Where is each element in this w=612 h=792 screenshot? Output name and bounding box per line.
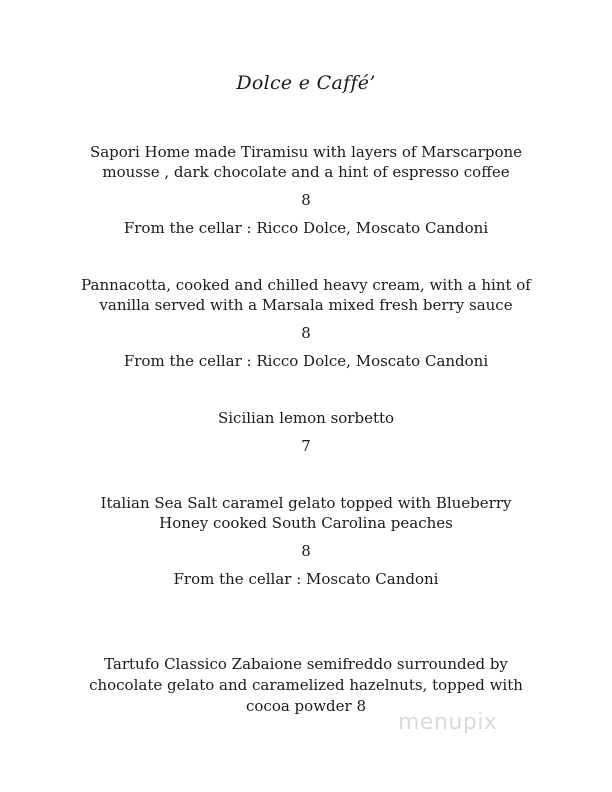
item-wine-pairing: From the cellar : Ricco Dolce, Moscato Candoni bbox=[123, 219, 489, 237]
item-description-line: Tartufo Classico Zabaione semifreddo surrounded by bbox=[104, 655, 508, 673]
item-description-line: vanilla served with a Marsala mixed fresh berry sauce bbox=[99, 296, 513, 314]
item-description-line: mousse , dark chocolate and a hint of espresso coffee bbox=[102, 163, 510, 181]
item-description-line: Honey cooked South Carolina peaches bbox=[159, 514, 453, 532]
item-description-line: Italian Sea Salt caramel gelato topped with Blueberry bbox=[100, 494, 512, 512]
item-wine-pairing: From the cellar : Ricco Dolce, Moscato Candoni bbox=[123, 352, 489, 370]
item-price: 8 bbox=[301, 542, 311, 560]
item-description-line: Sapori Home made Tiramisu with layers of Marscarpone bbox=[89, 143, 523, 161]
item-wine-pairing: From the cellar : Moscato Candoni bbox=[173, 570, 439, 588]
menu-title: Dolce e Caffé’ bbox=[236, 72, 376, 94]
item-price: 8 bbox=[301, 324, 311, 342]
item-description-line: cocoa powder 8 bbox=[245, 697, 366, 715]
watermark-logo: menupix bbox=[398, 710, 498, 735]
item-description-line: Sicilian lemon sorbetto bbox=[217, 409, 395, 427]
item-price: 7 bbox=[301, 437, 311, 455]
item-price: 8 bbox=[301, 191, 311, 209]
item-description-line: chocolate gelato and caramelized hazelnuts, topped with bbox=[89, 676, 523, 694]
item-description-line: Pannacotta, cooked and chilled heavy cream, with a hint of bbox=[81, 276, 531, 294]
